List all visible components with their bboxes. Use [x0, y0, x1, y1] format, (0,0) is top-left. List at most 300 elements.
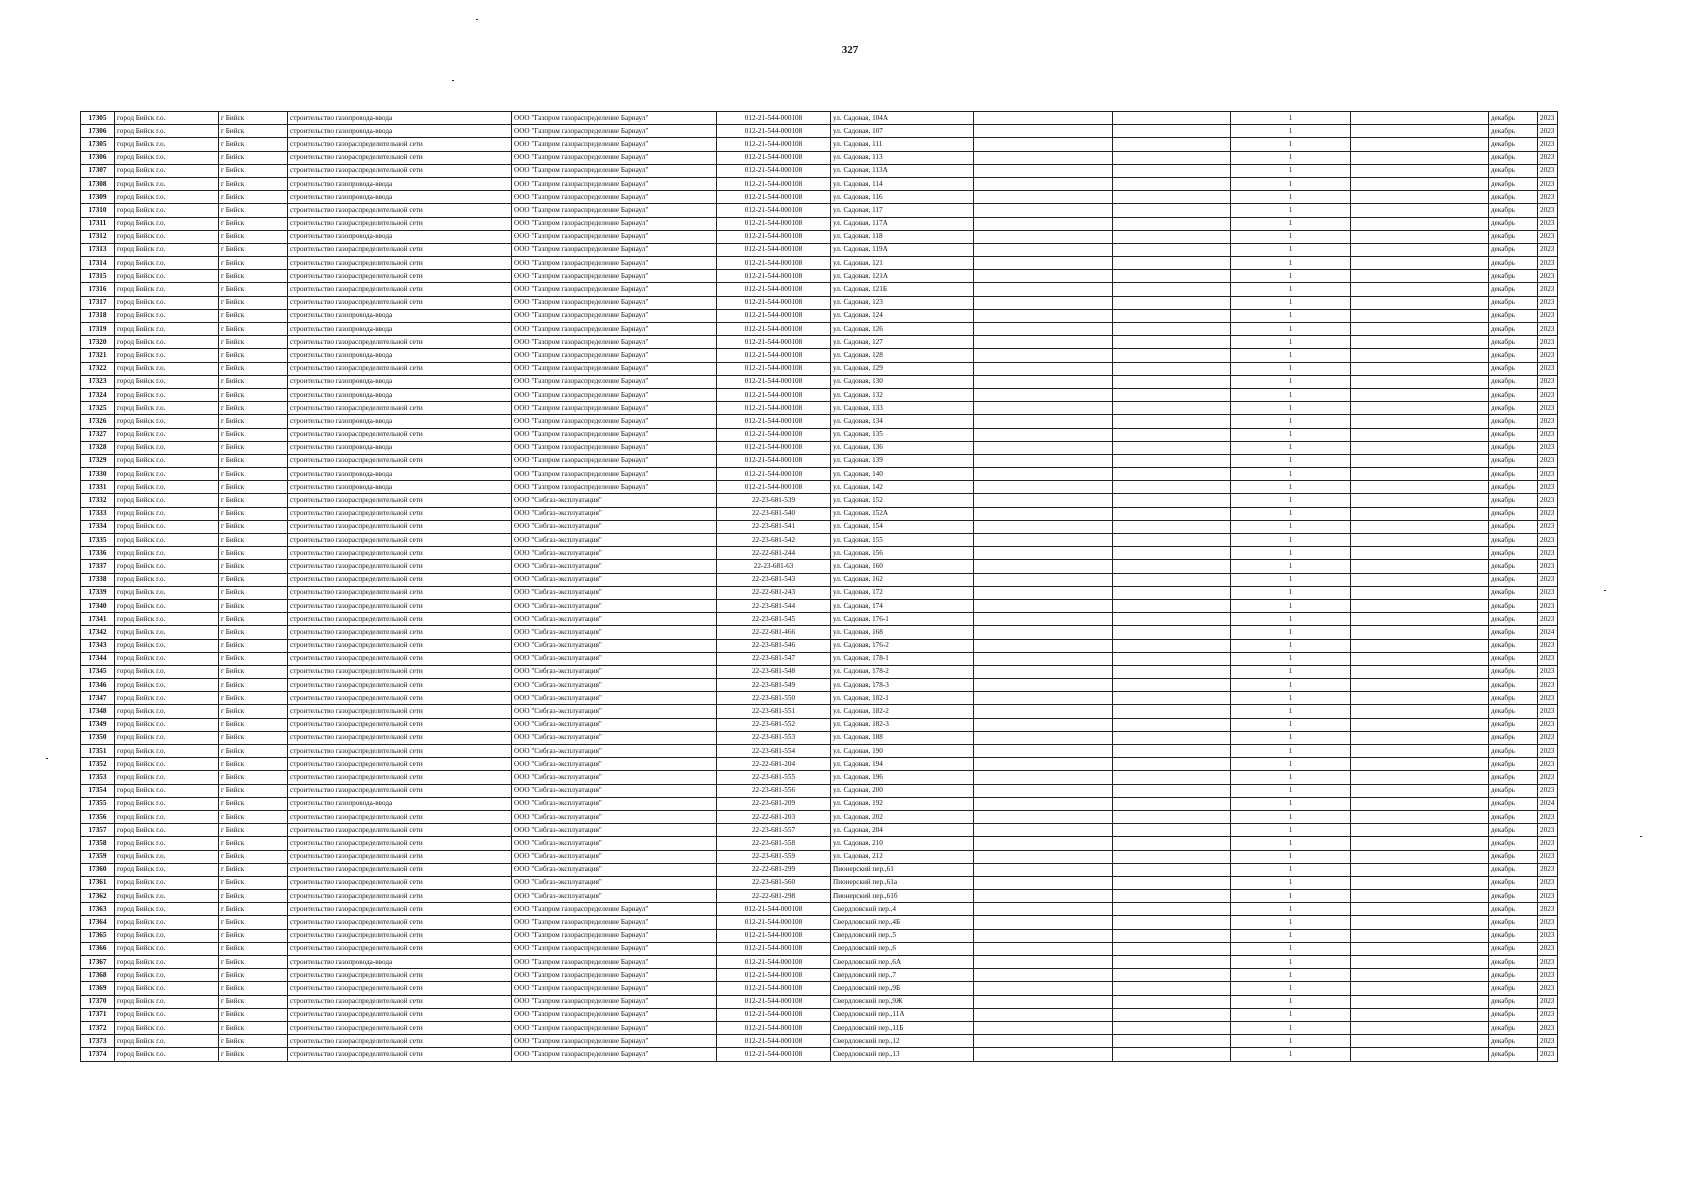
- cell-month: декабрь: [1489, 876, 1538, 889]
- cell-municipality: город Бийск г.о.: [115, 560, 219, 573]
- cell-year: 2023: [1538, 507, 1558, 520]
- cell-empty-col-a: [974, 112, 1113, 125]
- cell-year: 2023: [1538, 191, 1558, 204]
- cell-address: Свердловский пер.,5: [831, 929, 974, 942]
- table-row: [81, 534, 1558, 547]
- cell-address: ул. Садовая, 156: [831, 547, 974, 560]
- cell-year: 2023: [1538, 956, 1558, 969]
- cell-row-number: 17305: [81, 112, 115, 125]
- cell-row-number: 17311: [81, 217, 115, 230]
- cell-empty-col-a: [974, 824, 1113, 837]
- cell-month: декабрь: [1489, 125, 1538, 138]
- cell-organization: ООО "Газпром газораспределение Барнаул": [512, 929, 717, 942]
- cell-quantity: 1: [1231, 349, 1351, 362]
- table-row: [81, 824, 1558, 837]
- cell-settlement: г Бийск: [219, 929, 288, 942]
- cell-empty-col-c: [1351, 125, 1489, 138]
- cell-empty-col-b: [1113, 929, 1231, 942]
- cell-year: 2023: [1538, 534, 1558, 547]
- cell-quantity: 1: [1231, 758, 1351, 771]
- cell-empty-col-a: [974, 890, 1113, 903]
- table-row: [81, 692, 1558, 705]
- cell-work-type: строительство газопровода-ввода: [288, 191, 512, 204]
- cell-work-type: строительство газораспределительной сети: [288, 204, 512, 217]
- cell-settlement: г Бийск: [219, 916, 288, 929]
- cell-quantity: 1: [1231, 876, 1351, 889]
- cell-empty-col-c: [1351, 112, 1489, 125]
- cell-empty-col-c: [1351, 942, 1489, 955]
- cell-work-type: строительство газораспределительной сети: [288, 903, 512, 916]
- cell-empty-col-b: [1113, 177, 1231, 190]
- cell-year: 2023: [1538, 982, 1558, 995]
- cell-row-number: 17310: [81, 204, 115, 217]
- scan-speck: [1640, 836, 1642, 837]
- cell-empty-col-c: [1351, 692, 1489, 705]
- cell-empty-col-c: [1351, 534, 1489, 547]
- cell-organization: ООО "Газпром газораспределение Барнаул": [512, 942, 717, 955]
- cell-address: Свердловский пер.,11А: [831, 1008, 974, 1021]
- cell-quantity: 1: [1231, 586, 1351, 599]
- cell-year: 2023: [1538, 995, 1558, 1008]
- cell-address: Пионерский пер.,61: [831, 863, 974, 876]
- cell-permit-number: 22-23-681-546: [717, 639, 831, 652]
- cell-quantity: 1: [1231, 837, 1351, 850]
- cell-quantity: 1: [1231, 388, 1351, 401]
- cell-empty-col-a: [974, 837, 1113, 850]
- cell-work-type: строительство газораспределительной сети: [288, 942, 512, 955]
- cell-quantity: 1: [1231, 507, 1351, 520]
- cell-organization: ООО "Газпром газораспределение Барнаул": [512, 138, 717, 151]
- cell-work-type: строительство газораспределительной сети: [288, 1021, 512, 1034]
- cell-empty-col-b: [1113, 1021, 1231, 1034]
- cell-permit-number: 22-23-681-541: [717, 520, 831, 533]
- cell-permit-number: 22-22-681-298: [717, 890, 831, 903]
- cell-month: декабрь: [1489, 692, 1538, 705]
- cell-empty-col-c: [1351, 283, 1489, 296]
- table-row: [81, 745, 1558, 758]
- cell-settlement: г Бийск: [219, 1021, 288, 1034]
- cell-empty-col-a: [974, 270, 1113, 283]
- cell-empty-col-c: [1351, 375, 1489, 388]
- table-row: [81, 547, 1558, 560]
- table-row: [81, 771, 1558, 784]
- cell-year: 2023: [1538, 705, 1558, 718]
- cell-address: ул. Садовая, 111: [831, 138, 974, 151]
- cell-quantity: 1: [1231, 217, 1351, 230]
- cell-quantity: 1: [1231, 929, 1351, 942]
- cell-permit-number: 22-23-681-543: [717, 573, 831, 586]
- cell-quantity: 1: [1231, 428, 1351, 441]
- cell-settlement: г Бийск: [219, 573, 288, 586]
- cell-year: 2023: [1538, 468, 1558, 481]
- cell-organization: ООО "Газпром газораспределение Барнаул": [512, 1021, 717, 1034]
- cell-empty-col-a: [974, 586, 1113, 599]
- cell-month: декабрь: [1489, 731, 1538, 744]
- cell-address: ул. Садовая, 200: [831, 784, 974, 797]
- cell-settlement: г Бийск: [219, 151, 288, 164]
- cell-municipality: город Бийск г.о.: [115, 507, 219, 520]
- cell-row-number: 17333: [81, 507, 115, 520]
- cell-month: декабрь: [1489, 481, 1538, 494]
- cell-address: ул. Садовая, 116: [831, 191, 974, 204]
- table-row: [81, 468, 1558, 481]
- cell-month: декабрь: [1489, 296, 1538, 309]
- scan-speck: [452, 80, 454, 81]
- cell-organization: ООО "Газпром газораспределение Барнаул": [512, 375, 717, 388]
- cell-settlement: г Бийск: [219, 468, 288, 481]
- cell-work-type: строительство газораспределительной сети: [288, 679, 512, 692]
- cell-empty-col-c: [1351, 876, 1489, 889]
- table-row: [81, 230, 1558, 243]
- cell-organization: ООО "Газпром газораспределение Барнаул": [512, 441, 717, 454]
- cell-municipality: город Бийск г.о.: [115, 942, 219, 955]
- cell-settlement: г Бийск: [219, 283, 288, 296]
- cell-empty-col-c: [1351, 415, 1489, 428]
- cell-quantity: 1: [1231, 718, 1351, 731]
- cell-address: ул. Садовая, 127: [831, 336, 974, 349]
- cell-organization: ООО "Сибгаз-эксплуатация": [512, 626, 717, 639]
- cell-empty-col-a: [974, 784, 1113, 797]
- cell-settlement: г Бийск: [219, 1008, 288, 1021]
- cell-address: ул. Садовая, 121: [831, 257, 974, 270]
- cell-address: ул. Садовая, 204: [831, 824, 974, 837]
- cell-settlement: г Бийск: [219, 824, 288, 837]
- cell-work-type: строительство газопровода-ввода: [288, 112, 512, 125]
- cell-organization: ООО "Сибгаз-эксплуатация": [512, 731, 717, 744]
- cell-empty-col-b: [1113, 876, 1231, 889]
- cell-address: ул. Садовая, 168: [831, 626, 974, 639]
- cell-settlement: г Бийск: [219, 969, 288, 982]
- cell-permit-number: 22-23-681-545: [717, 613, 831, 626]
- cell-settlement: г Бийск: [219, 494, 288, 507]
- cell-empty-col-a: [974, 468, 1113, 481]
- cell-empty-col-a: [974, 1035, 1113, 1048]
- cell-settlement: г Бийск: [219, 586, 288, 599]
- cell-empty-col-b: [1113, 270, 1231, 283]
- cell-municipality: город Бийск г.о.: [115, 1035, 219, 1048]
- cell-address: ул. Садовая, 123: [831, 296, 974, 309]
- cell-settlement: г Бийск: [219, 323, 288, 336]
- cell-municipality: город Бийск г.о.: [115, 164, 219, 177]
- cell-row-number: 17343: [81, 639, 115, 652]
- cell-quantity: 1: [1231, 257, 1351, 270]
- cell-quantity: 1: [1231, 494, 1351, 507]
- cell-municipality: город Бийск г.о.: [115, 138, 219, 151]
- cell-work-type: строительство газораспределительной сети: [288, 692, 512, 705]
- cell-year: 2023: [1538, 573, 1558, 586]
- cell-empty-col-b: [1113, 283, 1231, 296]
- cell-municipality: город Бийск г.о.: [115, 758, 219, 771]
- cell-row-number: 17346: [81, 679, 115, 692]
- cell-settlement: г Бийск: [219, 349, 288, 362]
- cell-empty-col-b: [1113, 362, 1231, 375]
- cell-year: 2023: [1538, 1021, 1558, 1034]
- cell-organization: ООО "Газпром газораспределение Барнаул": [512, 388, 717, 401]
- cell-address: ул. Садовая, 107: [831, 125, 974, 138]
- cell-month: декабрь: [1489, 982, 1538, 995]
- cell-empty-col-a: [974, 520, 1113, 533]
- cell-permit-number: 012-21-544-000108: [717, 257, 831, 270]
- cell-quantity: 1: [1231, 745, 1351, 758]
- cell-empty-col-a: [974, 705, 1113, 718]
- cell-address: Свердловский пер.,13: [831, 1048, 974, 1061]
- cell-empty-col-a: [974, 626, 1113, 639]
- cell-month: декабрь: [1489, 309, 1538, 322]
- table-row: [81, 1021, 1558, 1034]
- cell-work-type: строительство газопровода-ввода: [288, 125, 512, 138]
- cell-empty-col-c: [1351, 494, 1489, 507]
- cell-month: декабрь: [1489, 230, 1538, 243]
- table-row: [81, 138, 1558, 151]
- cell-work-type: строительство газораспределительной сети: [288, 758, 512, 771]
- cell-year: 2023: [1538, 454, 1558, 467]
- cell-work-type: строительство газопровода-ввода: [288, 177, 512, 190]
- cell-empty-col-b: [1113, 652, 1231, 665]
- cell-empty-col-c: [1351, 177, 1489, 190]
- cell-work-type: строительство газопровода-ввода: [288, 230, 512, 243]
- cell-permit-number: 012-21-544-000108: [717, 112, 831, 125]
- cell-address: Свердловский пер.,7: [831, 969, 974, 982]
- cell-year: 2024: [1538, 626, 1558, 639]
- cell-empty-col-a: [974, 639, 1113, 652]
- cell-empty-col-a: [974, 481, 1113, 494]
- cell-empty-col-b: [1113, 573, 1231, 586]
- cell-empty-col-a: [974, 573, 1113, 586]
- cell-year: 2023: [1538, 758, 1558, 771]
- cell-organization: ООО "Газпром газораспределение Барнаул": [512, 428, 717, 441]
- table-row: [81, 929, 1558, 942]
- cell-organization: ООО "Газпром газораспределение Барнаул": [512, 956, 717, 969]
- cell-work-type: строительство газораспределительной сети: [288, 362, 512, 375]
- cell-work-type: строительство газораспределительной сети: [288, 824, 512, 837]
- cell-organization: ООО "Газпром газораспределение Барнаул": [512, 309, 717, 322]
- cell-empty-col-c: [1351, 164, 1489, 177]
- cell-empty-col-a: [974, 560, 1113, 573]
- cell-quantity: 1: [1231, 784, 1351, 797]
- cell-month: декабрь: [1489, 547, 1538, 560]
- cell-row-number: 17322: [81, 362, 115, 375]
- cell-organization: ООО "Сибгаз-эксплуатация": [512, 718, 717, 731]
- cell-year: 2023: [1538, 850, 1558, 863]
- cell-municipality: город Бийск г.о.: [115, 573, 219, 586]
- cell-month: декабрь: [1489, 652, 1538, 665]
- cell-month: декабрь: [1489, 336, 1538, 349]
- cell-empty-col-a: [974, 1021, 1113, 1034]
- cell-settlement: г Бийск: [219, 309, 288, 322]
- cell-work-type: строительство газораспределительной сети: [288, 336, 512, 349]
- cell-row-number: 17306: [81, 125, 115, 138]
- cell-empty-col-a: [974, 402, 1113, 415]
- cell-month: декабрь: [1489, 164, 1538, 177]
- cell-organization: ООО "Газпром газораспределение Барнаул": [512, 243, 717, 256]
- cell-permit-number: 22-23-681-209: [717, 797, 831, 810]
- cell-empty-col-c: [1351, 995, 1489, 1008]
- cell-empty-col-b: [1113, 758, 1231, 771]
- cell-empty-col-b: [1113, 217, 1231, 230]
- cell-quantity: 1: [1231, 270, 1351, 283]
- cell-organization: ООО "Газпром газораспределение Барнаул": [512, 1048, 717, 1061]
- cell-empty-col-b: [1113, 1008, 1231, 1021]
- cell-year: 2023: [1538, 270, 1558, 283]
- cell-work-type: строительство газораспределительной сети: [288, 428, 512, 441]
- cell-municipality: город Бийск г.о.: [115, 810, 219, 823]
- cell-empty-col-a: [974, 929, 1113, 942]
- cell-month: декабрь: [1489, 1008, 1538, 1021]
- table-row: [81, 270, 1558, 283]
- cell-organization: ООО "Газпром газораспределение Барнаул": [512, 323, 717, 336]
- cell-month: декабрь: [1489, 428, 1538, 441]
- cell-work-type: строительство газопровода-ввода: [288, 309, 512, 322]
- cell-year: 2023: [1538, 1008, 1558, 1021]
- cell-permit-number: 012-21-544-000108: [717, 1008, 831, 1021]
- cell-empty-col-c: [1351, 507, 1489, 520]
- cell-municipality: город Бийск г.о.: [115, 824, 219, 837]
- cell-empty-col-b: [1113, 309, 1231, 322]
- cell-organization: ООО "Сибгаз-эксплуатация": [512, 758, 717, 771]
- cell-month: декабрь: [1489, 797, 1538, 810]
- cell-address: ул. Садовая, 117А: [831, 217, 974, 230]
- table-row: [81, 784, 1558, 797]
- cell-empty-col-b: [1113, 745, 1231, 758]
- cell-row-number: 17318: [81, 309, 115, 322]
- cell-month: декабрь: [1489, 507, 1538, 520]
- cell-year: 2023: [1538, 494, 1558, 507]
- cell-empty-col-b: [1113, 639, 1231, 652]
- cell-empty-col-a: [974, 323, 1113, 336]
- cell-year: 2023: [1538, 586, 1558, 599]
- cell-empty-col-c: [1351, 243, 1489, 256]
- cell-empty-col-a: [974, 916, 1113, 929]
- cell-empty-col-b: [1113, 547, 1231, 560]
- cell-year: 2023: [1538, 520, 1558, 533]
- cell-work-type: строительство газораспределительной сети: [288, 402, 512, 415]
- cell-organization: ООО "Сибгаз-эксплуатация": [512, 784, 717, 797]
- cell-month: декабрь: [1489, 863, 1538, 876]
- cell-permit-number: 012-21-544-000108: [717, 270, 831, 283]
- cell-empty-col-b: [1113, 560, 1231, 573]
- cell-organization: ООО "Сибгаз-эксплуатация": [512, 771, 717, 784]
- cell-address: Свердловский пер.,9Ж: [831, 995, 974, 1008]
- cell-year: 2023: [1538, 243, 1558, 256]
- cell-address: ул. Садовая, 182-2: [831, 705, 974, 718]
- cell-permit-number: 012-21-544-000108: [717, 283, 831, 296]
- cell-month: декабрь: [1489, 929, 1538, 942]
- cell-settlement: г Бийск: [219, 336, 288, 349]
- cell-row-number: 17321: [81, 349, 115, 362]
- cell-work-type: строительство газораспределительной сети: [288, 494, 512, 507]
- cell-municipality: город Бийск г.о.: [115, 402, 219, 415]
- cell-month: декабрь: [1489, 916, 1538, 929]
- cell-work-type: строительство газораспределительной сети: [288, 217, 512, 230]
- cell-municipality: город Бийск г.о.: [115, 863, 219, 876]
- cell-work-type: строительство газопровода-ввода: [288, 375, 512, 388]
- cell-permit-number: 22-23-681-558: [717, 837, 831, 850]
- cell-year: 2023: [1538, 204, 1558, 217]
- cell-municipality: город Бийск г.о.: [115, 903, 219, 916]
- cell-address: ул. Садовая, 104А: [831, 112, 974, 125]
- cell-permit-number: 012-21-544-000108: [717, 481, 831, 494]
- cell-empty-col-c: [1351, 270, 1489, 283]
- cell-quantity: 1: [1231, 454, 1351, 467]
- cell-quantity: 1: [1231, 679, 1351, 692]
- cell-organization: ООО "Сибгаз-эксплуатация": [512, 824, 717, 837]
- cell-year: 2023: [1538, 942, 1558, 955]
- cell-settlement: г Бийск: [219, 217, 288, 230]
- cell-empty-col-b: [1113, 1048, 1231, 1061]
- table-row: [81, 599, 1558, 612]
- cell-month: декабрь: [1489, 257, 1538, 270]
- cell-empty-col-a: [974, 903, 1113, 916]
- cell-row-number: 17357: [81, 824, 115, 837]
- cell-permit-number: 012-21-544-000108: [717, 929, 831, 942]
- cell-permit-number: 012-21-544-000108: [717, 204, 831, 217]
- cell-row-number: 17367: [81, 956, 115, 969]
- cell-row-number: 17305: [81, 138, 115, 151]
- cell-year: 2023: [1538, 125, 1558, 138]
- table-row: [81, 916, 1558, 929]
- cell-address: ул. Садовая, 135: [831, 428, 974, 441]
- cell-permit-number: 012-21-544-000108: [717, 336, 831, 349]
- cell-permit-number: 012-21-544-000108: [717, 362, 831, 375]
- cell-empty-col-c: [1351, 349, 1489, 362]
- cell-row-number: 17374: [81, 1048, 115, 1061]
- cell-row-number: 17334: [81, 520, 115, 533]
- cell-empty-col-c: [1351, 863, 1489, 876]
- cell-organization: ООО "Сибгаз-эксплуатация": [512, 599, 717, 612]
- cell-permit-number: 22-23-681-542: [717, 534, 831, 547]
- cell-settlement: г Бийск: [219, 982, 288, 995]
- cell-year: 2023: [1538, 731, 1558, 744]
- cell-address: ул. Садовая, 176-2: [831, 639, 974, 652]
- cell-quantity: 1: [1231, 626, 1351, 639]
- cell-year: 2023: [1538, 613, 1558, 626]
- cell-quantity: 1: [1231, 956, 1351, 969]
- cell-municipality: город Бийск г.о.: [115, 415, 219, 428]
- cell-row-number: 17347: [81, 692, 115, 705]
- cell-settlement: г Бийск: [219, 771, 288, 784]
- cell-quantity: 1: [1231, 1035, 1351, 1048]
- cell-settlement: г Бийск: [219, 705, 288, 718]
- cell-permit-number: 012-21-544-000108: [717, 151, 831, 164]
- cell-empty-col-a: [974, 718, 1113, 731]
- cell-empty-col-a: [974, 1048, 1113, 1061]
- cell-work-type: строительство газораспределительной сети: [288, 916, 512, 929]
- cell-settlement: г Бийск: [219, 520, 288, 533]
- cell-empty-col-a: [974, 428, 1113, 441]
- cell-permit-number: 012-21-544-000108: [717, 428, 831, 441]
- cell-empty-col-c: [1351, 388, 1489, 401]
- cell-empty-col-a: [974, 679, 1113, 692]
- cell-month: декабрь: [1489, 243, 1538, 256]
- cell-quantity: 1: [1231, 969, 1351, 982]
- cell-address: ул. Садовая, 139: [831, 454, 974, 467]
- cell-row-number: 17372: [81, 1021, 115, 1034]
- cell-empty-col-a: [974, 613, 1113, 626]
- cell-organization: ООО "Сибгаз-эксплуатация": [512, 613, 717, 626]
- cell-quantity: 1: [1231, 362, 1351, 375]
- cell-quantity: 1: [1231, 573, 1351, 586]
- cell-work-type: строительство газораспределительной сети: [288, 718, 512, 731]
- cell-work-type: строительство газораспределительной сети: [288, 1035, 512, 1048]
- cell-settlement: г Бийск: [219, 876, 288, 889]
- cell-work-type: строительство газораспределительной сети: [288, 863, 512, 876]
- cell-empty-col-c: [1351, 428, 1489, 441]
- cell-year: 2023: [1538, 692, 1558, 705]
- cell-municipality: город Бийск г.о.: [115, 705, 219, 718]
- cell-quantity: 1: [1231, 309, 1351, 322]
- cell-organization: ООО "Газпром газораспределение Барнаул": [512, 402, 717, 415]
- cell-empty-col-a: [974, 177, 1113, 190]
